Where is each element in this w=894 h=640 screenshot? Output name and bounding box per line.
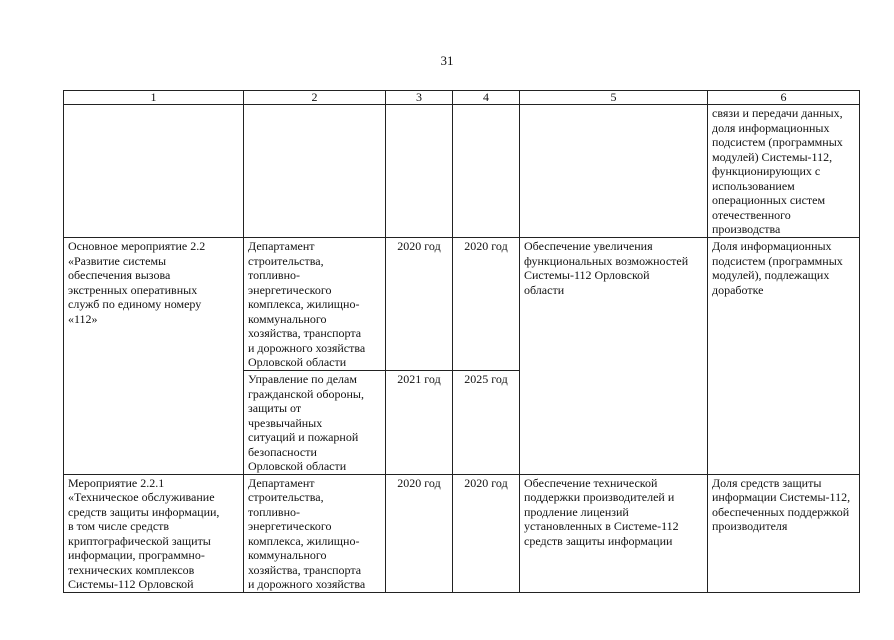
column-header: 6 (708, 91, 860, 105)
table-cell (453, 105, 520, 238)
end-year-cell: 2025 год (453, 371, 520, 475)
start-year-cell: 2021 год (386, 371, 453, 475)
indicator-cell: Доля средств защиты информации Системы-112, обеспеченных поддержкой производителя (708, 474, 860, 592)
table-cell (64, 105, 244, 238)
end-year-cell: 2020 год (453, 238, 520, 371)
activity-name-cell: Мероприятие 2.2.1 «Техническое обслуживание средств защиты информации, в том числе средств криптографической защиты информации, программно- технических комплексов Системы-112 Орловской (64, 474, 244, 592)
header-row (64, 91, 860, 105)
indicator-cell: Доля информационных подсистем (программных модулей), подлежащих доработке (708, 238, 860, 475)
executor-cell: Управление по делам гражданской обороны, защиты от чрезвычайных ситуаций и пожарной безопасности Орловской области (244, 371, 386, 475)
activity-name-cell: Основное мероприятие 2.2 «Развитие системы обеспечения вызова экстренных оперативных служб по единому номеру «112» (64, 238, 244, 475)
table-row-continuation (64, 105, 860, 238)
table-cell (520, 105, 708, 238)
table-row-sub-activity (64, 474, 860, 592)
column-header: 3 (386, 91, 453, 105)
column-header: 5 (520, 91, 708, 105)
end-year-cell: 2020 год (453, 474, 520, 592)
column-header: 2 (244, 91, 386, 105)
executor-cell: Департамент строительства, топливно- энергетического комплекса, жилищно- коммунального хозяйства, транспорта и дорожного хозяйства Орловской области (244, 238, 386, 371)
column-header: 1 (64, 91, 244, 105)
start-year-cell: 2020 год (386, 474, 453, 592)
table-row-main-activity (64, 238, 860, 371)
start-year-cell: 2020 год (386, 238, 453, 371)
column-header: 4 (453, 91, 520, 105)
expected-result-cell: Обеспечение технической поддержки производителей и продление лицензий установленных в Системе-112 средств защиты информации (520, 474, 708, 592)
table-cell: связи и передачи данных, доля информационных подсистем (программных модулей) Системы-112, функционирующих с использованием операционных систем отечественного производства (708, 105, 860, 238)
program-table (63, 90, 860, 593)
page-number: 31 (440, 53, 454, 68)
table-cell (244, 105, 386, 238)
executor-cell: Департамент строительства, топливно- энергетического комплекса, жилищно- коммунального хозяйства, транспорта и дорожного хозяйства (244, 474, 386, 592)
table-cell (386, 105, 453, 238)
expected-result-cell: Обеспечение увеличения функциональных возможностей Системы-112 Орловской области (520, 238, 708, 475)
